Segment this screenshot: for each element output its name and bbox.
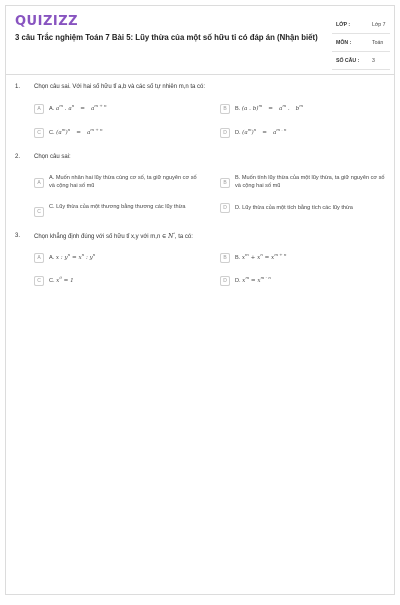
- option-text: B. Muốn tính lũy thừa của một lũy thừa, ta giữ nguyên cơ số và cộng hai số mũ: [235, 175, 385, 189]
- meta-row-class: [332, 16, 390, 34]
- meta-label: SỐ CÂU :: [336, 58, 360, 64]
- option-letter-box: D: [220, 128, 230, 138]
- question-text: Chọn câu sai. Với hai số hữu tỉ a,b và các số tự nhiên m,n ta có:: [34, 84, 206, 90]
- option-letter-box: A: [34, 104, 44, 114]
- option-text: A. $a^m$ . $a^n= a^{m + n}$: [49, 103, 107, 112]
- question-number: 3.: [15, 233, 21, 239]
- option-text: A. Muốn nhân hai lũy thừa cùng cơ số, ta giữ nguyên cơ số và cộng hai số mũ: [49, 175, 197, 189]
- option-letter-box: B: [220, 253, 230, 263]
- question-number: 2.: [15, 154, 21, 160]
- meta-value: Lớp 7: [372, 22, 386, 28]
- option-letter-box: D: [220, 276, 230, 286]
- option-text: B. $x^m + x^n = x^{m + n}$: [235, 252, 287, 261]
- option-letter-box: B: [220, 104, 230, 114]
- worksheet-page: [5, 5, 395, 595]
- option-letter-box: A: [34, 253, 44, 263]
- option-text: B. (a . $b)^m= a^m$ . $b^m$: [235, 103, 304, 112]
- header: [6, 6, 394, 76]
- meta-label: MÔN :: [336, 40, 352, 46]
- option-letter-box: C: [34, 207, 44, 217]
- meta-table: [332, 16, 390, 70]
- option-text: C. $x^0 = 1$: [49, 275, 74, 284]
- meta-value: 3: [372, 58, 375, 64]
- question-text: Chọn khẳng định đúng với số hữu tỉ x,y với m,n ∈ N*, ta có:: [34, 231, 193, 240]
- meta-row-subject: [332, 34, 390, 52]
- meta-row-count: [332, 52, 390, 70]
- meta-value: Toán: [372, 40, 384, 46]
- option-letter-box: C: [34, 128, 44, 138]
- option-letter-box: D: [220, 203, 230, 213]
- option-text: A. x : $y^n = x^n$ : $y^n$: [49, 252, 96, 261]
- option-text: D. Lũy thừa của một tích bằng tích các lũy thừa: [235, 205, 353, 211]
- question-text: Chọn câu sai:: [34, 154, 71, 160]
- option-letter-box: C: [34, 276, 44, 286]
- option-letter-box: A: [34, 178, 44, 188]
- option-text: C. $(a^m)^n= a^{m + n}$: [49, 127, 103, 136]
- page-title: 3 câu Trắc nghiệm Toán 7 Bài 5: Lũy thừa của một số hữu tỉ có đáp án (Nhận biết): [15, 33, 318, 42]
- option-letter-box: B: [220, 178, 230, 188]
- option-text: C. Lũy thừa của một thương bằng thương các lũy thừa: [49, 204, 186, 210]
- quizizz-logo: QUIZIZZ: [15, 14, 79, 29]
- option-text: D. $(a^m)^n= a^{m . n}$: [235, 127, 287, 136]
- header-divider: [6, 74, 394, 75]
- option-text: D. $x^m = x^{m - n}$: [235, 275, 271, 284]
- question-number: 1.: [15, 84, 21, 90]
- meta-label: LỚP :: [336, 22, 351, 28]
